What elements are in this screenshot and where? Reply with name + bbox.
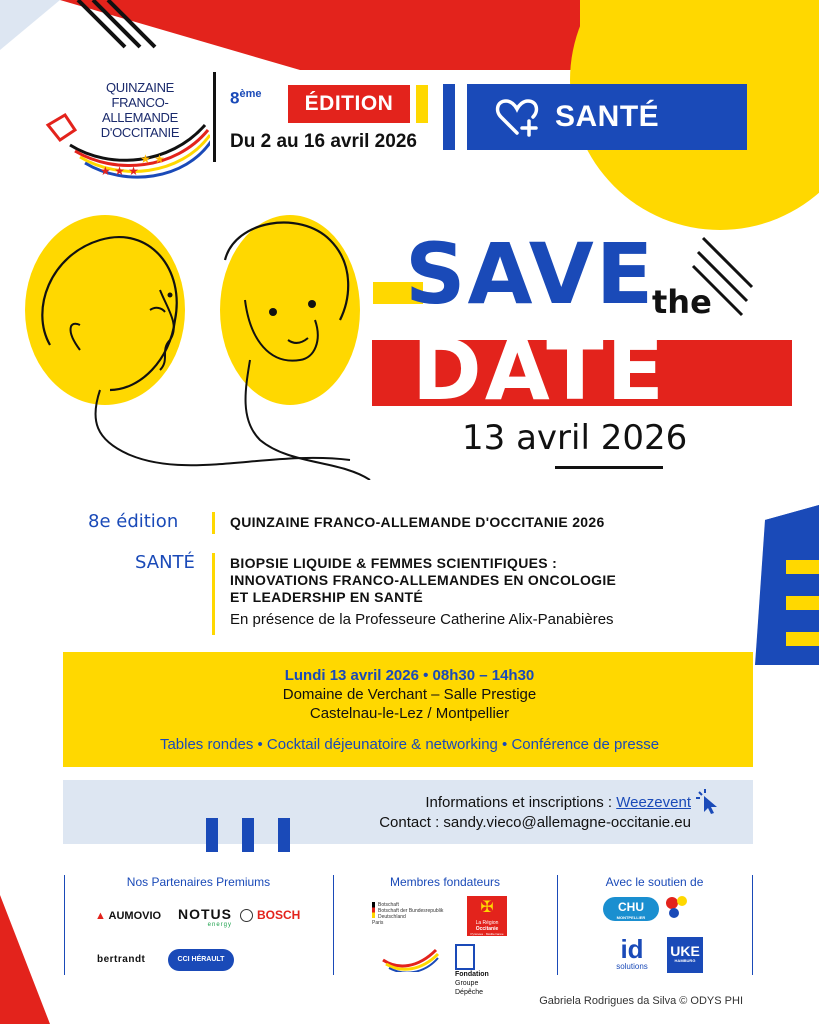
registration-line: Informations et inscriptions : Weezevent (425, 794, 691, 811)
svg-text:★ ★ ★: ★ ★ ★ (100, 164, 139, 178)
partners-divider-2 (557, 875, 558, 975)
contact-line: Contact : sandy.vieco@allemagne-occitanie.eu (379, 814, 691, 831)
topic-divider (212, 553, 215, 635)
edition-label: 8e édition (88, 511, 179, 532)
support-title: Avec le soutien de (605, 875, 704, 889)
sante-title: SANTÉ (555, 100, 660, 133)
event-date-underline (555, 466, 663, 469)
edition-accent-bar (416, 85, 428, 123)
id-solutions-logo: id solutions (616, 934, 648, 971)
svg-text:★ ★: ★ ★ (140, 152, 165, 166)
quinzaine-title: QUINZAINE FRANCO-ALLEMANDE D'OCCITANIE 2026 (230, 514, 605, 530)
illustration-two-women (10, 200, 380, 480)
chu-montpellier-logo: CHU MONTPELLIER (603, 897, 659, 921)
ministry-logo (664, 895, 704, 923)
event-venue: Domaine de Verchant – Salle Prestige (282, 686, 537, 703)
event-city: Castelnau-le-Lez / Montpellier (309, 705, 510, 722)
partners-divider-right (752, 875, 753, 975)
cursor-click-icon (695, 788, 723, 816)
topic-title: BIOPSIE LIQUIDE & FEMMES SCIENTIFIQUES : INNOVATIONS FRANCO-ALLEMANDES EN ONCOLOGIE ET LEADERSHIP EN SANTÉ (230, 555, 617, 605)
event-date: 13 avril 2026 (462, 418, 688, 458)
weezevent-link[interactable]: Weezevent (616, 794, 691, 811)
sante-accent-bar (443, 84, 455, 150)
headline-date: DATE (412, 321, 667, 419)
premium-partners-title: Nos Partenaires Premiums (126, 875, 271, 889)
heart-plus-icon (495, 97, 539, 137)
quinzaine-logo-text: QUINZAINE FRANCO-ALLEMANDE D'OCCITANIE (100, 80, 180, 140)
presence-text: En présence de la Professeure Catherine Alix-Panabières (230, 611, 614, 628)
aumovio-logo: ▲ AUMOVIO (95, 910, 162, 922)
uke-hamburg-logo: UKE HAMBURG (667, 937, 703, 973)
notus-logo: NOTUS energy (178, 906, 232, 928)
photo-credit: Gabriela Rodrigues da Silva © ODYS PHI (539, 995, 743, 1007)
partners-divider-1 (333, 875, 334, 975)
fondation-depeche-logo: Fondation Groupe Dépêche (455, 944, 489, 997)
event-program: Tables rondes • Cocktail déjeunatoire & networking • Conférence de presse (159, 736, 660, 753)
header-divider (213, 72, 216, 162)
date-range: Du 2 au 16 avril 2026 (230, 131, 417, 152)
headline-the: the (652, 283, 712, 321)
info-divider (212, 512, 215, 534)
section-label: SANTÉ (135, 552, 195, 573)
botschaft-logo: Botschaft Botschaft der Bundesrepublik Deutschland Paris (372, 902, 444, 926)
contact-box (63, 780, 753, 844)
bertrandt-logo: bertrandt (97, 954, 146, 965)
headline-save: SAVE (405, 225, 656, 323)
edition-number: 8ème (230, 88, 262, 108)
decorative-stripes (206, 818, 296, 852)
partners-divider-left (64, 875, 65, 975)
bosch-logo: BOSCH (240, 908, 300, 922)
quinzaine-small-logo (378, 940, 440, 972)
region-occitanie-logo: ✠ La Région Occitanie Pyrénées · Méditerranée (467, 896, 507, 936)
founders-title: Membres fondateurs (389, 875, 501, 889)
edition-badge: ÉDITION (288, 85, 410, 123)
cci-herault-logo: CCI HÉRAULT (168, 949, 234, 971)
event-when: Lundi 13 avril 2026 • 08h30 – 14h30 (284, 667, 535, 684)
sante-banner (467, 84, 747, 150)
